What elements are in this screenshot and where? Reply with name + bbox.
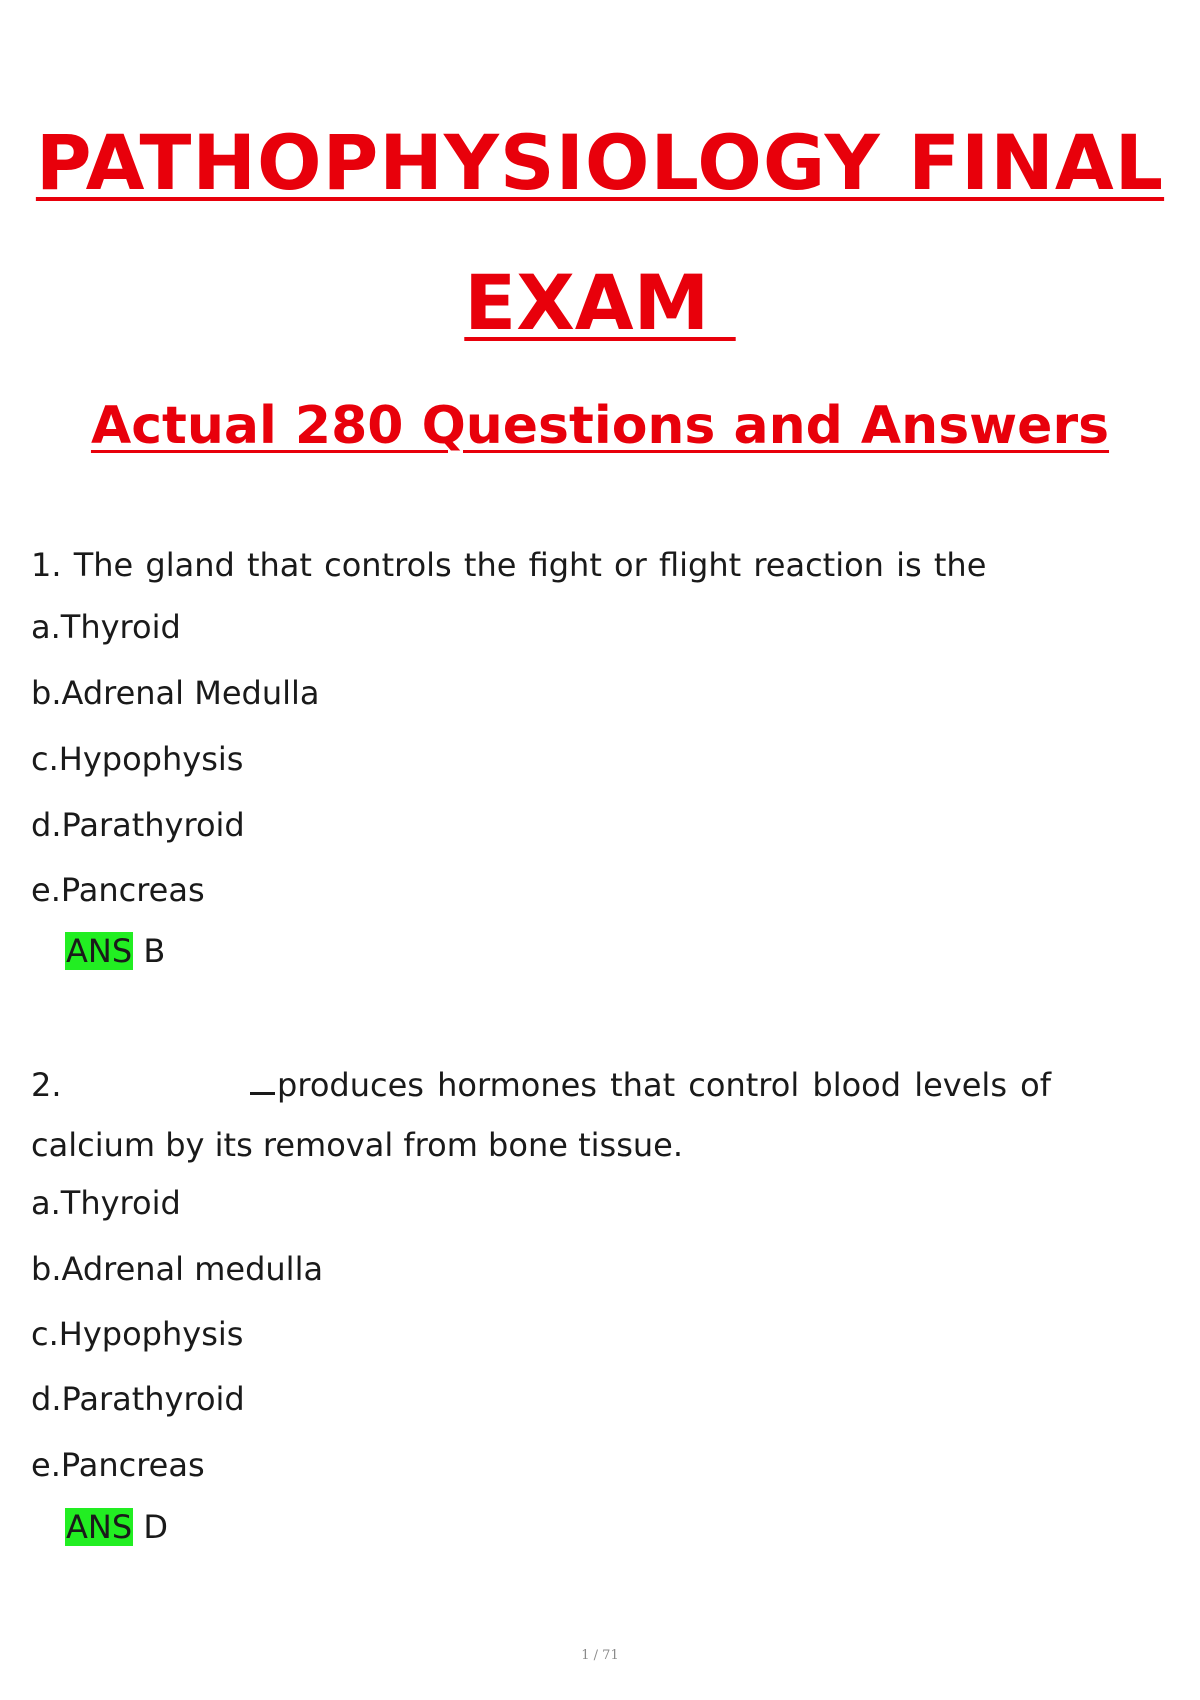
option-text: Hypophysis xyxy=(58,740,244,778)
question-1-text: The gland that controls the fight or flight reaction is the xyxy=(73,546,987,584)
option-letter: a. xyxy=(31,608,61,646)
exam-subtitle: Actual 280 Questions and Answers xyxy=(90,396,1110,456)
page-indicator: 1 / 71 xyxy=(581,1648,619,1663)
question-1-number: 1. xyxy=(31,546,62,584)
option-text: Pancreas xyxy=(60,871,205,909)
option-letter: d. xyxy=(31,1380,62,1418)
option-letter: c. xyxy=(31,1315,59,1353)
ans-label: ANS xyxy=(66,1508,133,1546)
question-1-option-b xyxy=(31,674,320,712)
option-letter: d. xyxy=(31,806,62,844)
answer-value: B xyxy=(143,932,166,970)
question-1-option-a xyxy=(31,608,181,646)
question-2-answer xyxy=(65,1508,168,1546)
option-text: Thyroid xyxy=(60,608,181,646)
question-2-option-a xyxy=(31,1184,181,1222)
question-2-text-line-2: calcium by its removal from bone tissue. xyxy=(31,1126,683,1164)
option-letter: a. xyxy=(31,1184,61,1222)
option-text: Thyroid xyxy=(60,1184,181,1222)
question-1-option-d xyxy=(31,806,245,844)
ans-label: ANS xyxy=(66,932,133,970)
option-letter: e. xyxy=(31,871,61,909)
question-2-line-1 xyxy=(31,1066,1051,1104)
option-text: Adrenal medulla xyxy=(61,1250,324,1288)
question-1-option-c xyxy=(31,740,243,778)
answer-value: D xyxy=(143,1508,168,1546)
option-letter: e. xyxy=(31,1446,61,1484)
question-2-text-line-1: produces hormones that control blood levels of xyxy=(277,1066,1051,1104)
exam-title-line-1: PATHOPHYSIOLOGY FINAL xyxy=(35,118,1165,207)
option-text: Parathyroid xyxy=(61,1380,245,1418)
option-letter: c. xyxy=(31,740,59,778)
option-text: Parathyroid xyxy=(61,806,245,844)
question-1-answer xyxy=(65,932,165,970)
option-text: Adrenal Medulla xyxy=(61,674,320,712)
question-1-option-e xyxy=(31,871,205,909)
exam-title-line-2: EXAM xyxy=(464,258,736,347)
question-2-option-d xyxy=(31,1380,245,1418)
option-letter: b. xyxy=(31,1250,62,1288)
fill-in-blank xyxy=(250,1066,275,1095)
question-2-number: 2. xyxy=(31,1066,62,1104)
question-2-option-e xyxy=(31,1446,205,1484)
option-letter: b. xyxy=(31,674,62,712)
option-text: Pancreas xyxy=(60,1446,205,1484)
option-text: Hypophysis xyxy=(58,1315,244,1353)
question-1 xyxy=(31,546,986,584)
question-2-option-b xyxy=(31,1250,323,1288)
question-2-option-c xyxy=(31,1315,243,1353)
